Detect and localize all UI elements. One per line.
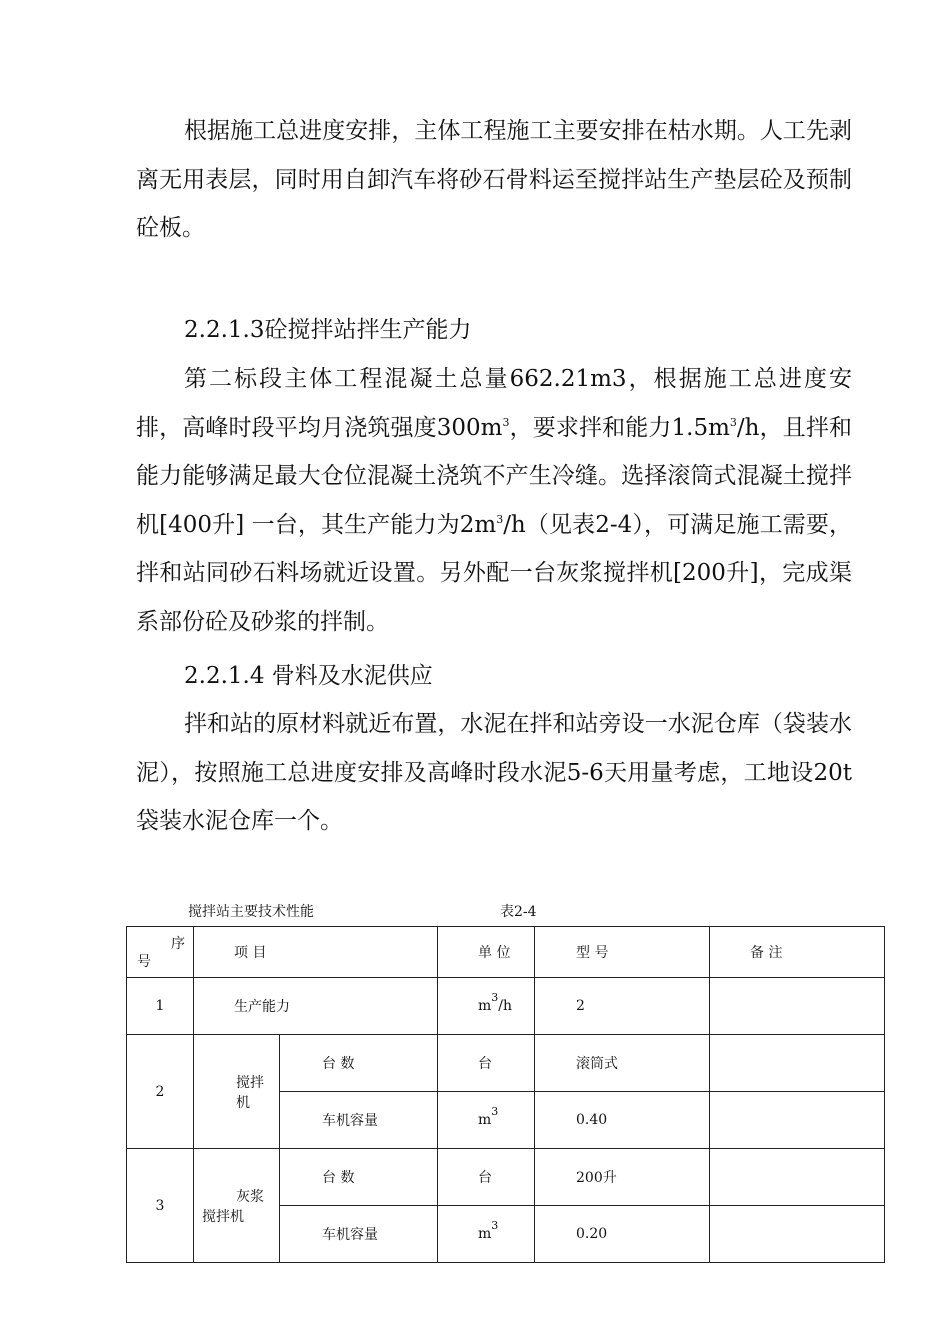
row-group-line-1: 灰浆 [236,1188,264,1205]
superscript: 3 [729,415,737,429]
unit-tail: /h [498,998,513,1014]
row-subitem: 车机容量 [280,1092,438,1149]
table-number: 表2-4 [500,904,537,920]
header-item: 项 目 [194,927,438,978]
row-remark [710,1206,885,1263]
row-unit [438,1206,535,1263]
row-seq: 1 [127,978,194,1035]
row-remark [710,978,885,1035]
row-unit: 台 [438,1035,535,1092]
row-model: 0.40 [535,1092,710,1149]
paragraph-aggregate-cement-supply: 拌和站的原材料就近布置，水泥在拌和站旁设一水泥仓库（袋装水泥），按照施工总进度安排及高峰时段水泥5-6天用量考虑，工地设20t袋装水泥仓库一个。 [136,711,852,834]
unit-sup: 3 [491,1105,499,1118]
header-seq-part-1: 序 [171,936,185,952]
header-unit: 单 位 [438,927,535,978]
row-seq: 2 [127,1035,194,1149]
row-group: 搅拌机 [194,1035,280,1149]
row-unit [438,1092,535,1149]
row-model: 滚筒式 [535,1035,710,1092]
row-remark [710,1092,885,1149]
table-row [127,1035,885,1092]
table-row [127,1149,885,1206]
row-remark [710,1149,885,1206]
row-unit: 台 [438,1149,535,1206]
row-subitem: 台 数 [280,1149,438,1206]
header-remark: 备 注 [710,927,885,978]
unit-base: m [478,1226,492,1242]
paragraph-construction-schedule: 根据施工总进度安排，主体工程施工主要安排在枯水期。人工先剥离无用表层，同时用自卸汽车将砂石骨料运至搅拌站生产垫层砼及预制砼板。 [136,118,852,241]
row-subitem: 台 数 [280,1035,438,1092]
row-group-line-2: 搅拌机 [202,1208,244,1225]
text-run: ，要求拌和能力1.5m [509,414,730,441]
row-remark [710,1035,885,1092]
header-model: 型 号 [535,927,710,978]
unit-base: m [478,998,492,1014]
text-run: /h（见表2-4），可满足施工需要，拌和站同砂石料场就近设置。另外配一台灰浆搅拌机[200升]，完成渠系部份砼及砂浆的拌制。 [136,511,852,635]
row-model: 0.20 [535,1206,710,1263]
row-model: 2 [535,978,710,1035]
unit-sup: 3 [491,1219,499,1232]
row-model: 200升 [535,1149,710,1206]
row-group [194,1149,280,1263]
unit-base: m [478,1112,492,1128]
row-seq: 3 [127,1149,194,1263]
section-heading-2-2-1-3: 2.2.1.3砼搅拌站拌生产能力 [184,317,472,343]
paragraph-mixing-capacity [136,355,852,646]
superscript: 3 [496,512,504,526]
unit-sup: 3 [491,991,499,1004]
row-unit [438,978,535,1035]
text-run: 第二标段主体工程混凝土总量662.21m3，根据施工总进度安排，高峰时段平均月浇筑强度300m [136,366,852,441]
row-item: 生产能力 [194,978,438,1035]
table-row [127,978,885,1035]
mixing-station-spec-table [126,926,885,1263]
table-caption: 搅拌站主要技术性能 [188,904,314,920]
header-seq-part-2: 号 [137,954,151,970]
header-seq [127,927,194,978]
section-heading-2-2-1-4: 2.2.1.4 骨料及水泥供应 [184,663,433,689]
superscript: 3 [502,415,510,429]
text-run: /h，且拌和能力能够满足最大仓位混凝土浇筑不产生冷缝。选择滚筒式混凝土搅拌机[400升] 一台，其生产能力为2m [136,414,853,538]
table-header-row [127,927,885,978]
row-subitem: 车机容量 [280,1206,438,1263]
